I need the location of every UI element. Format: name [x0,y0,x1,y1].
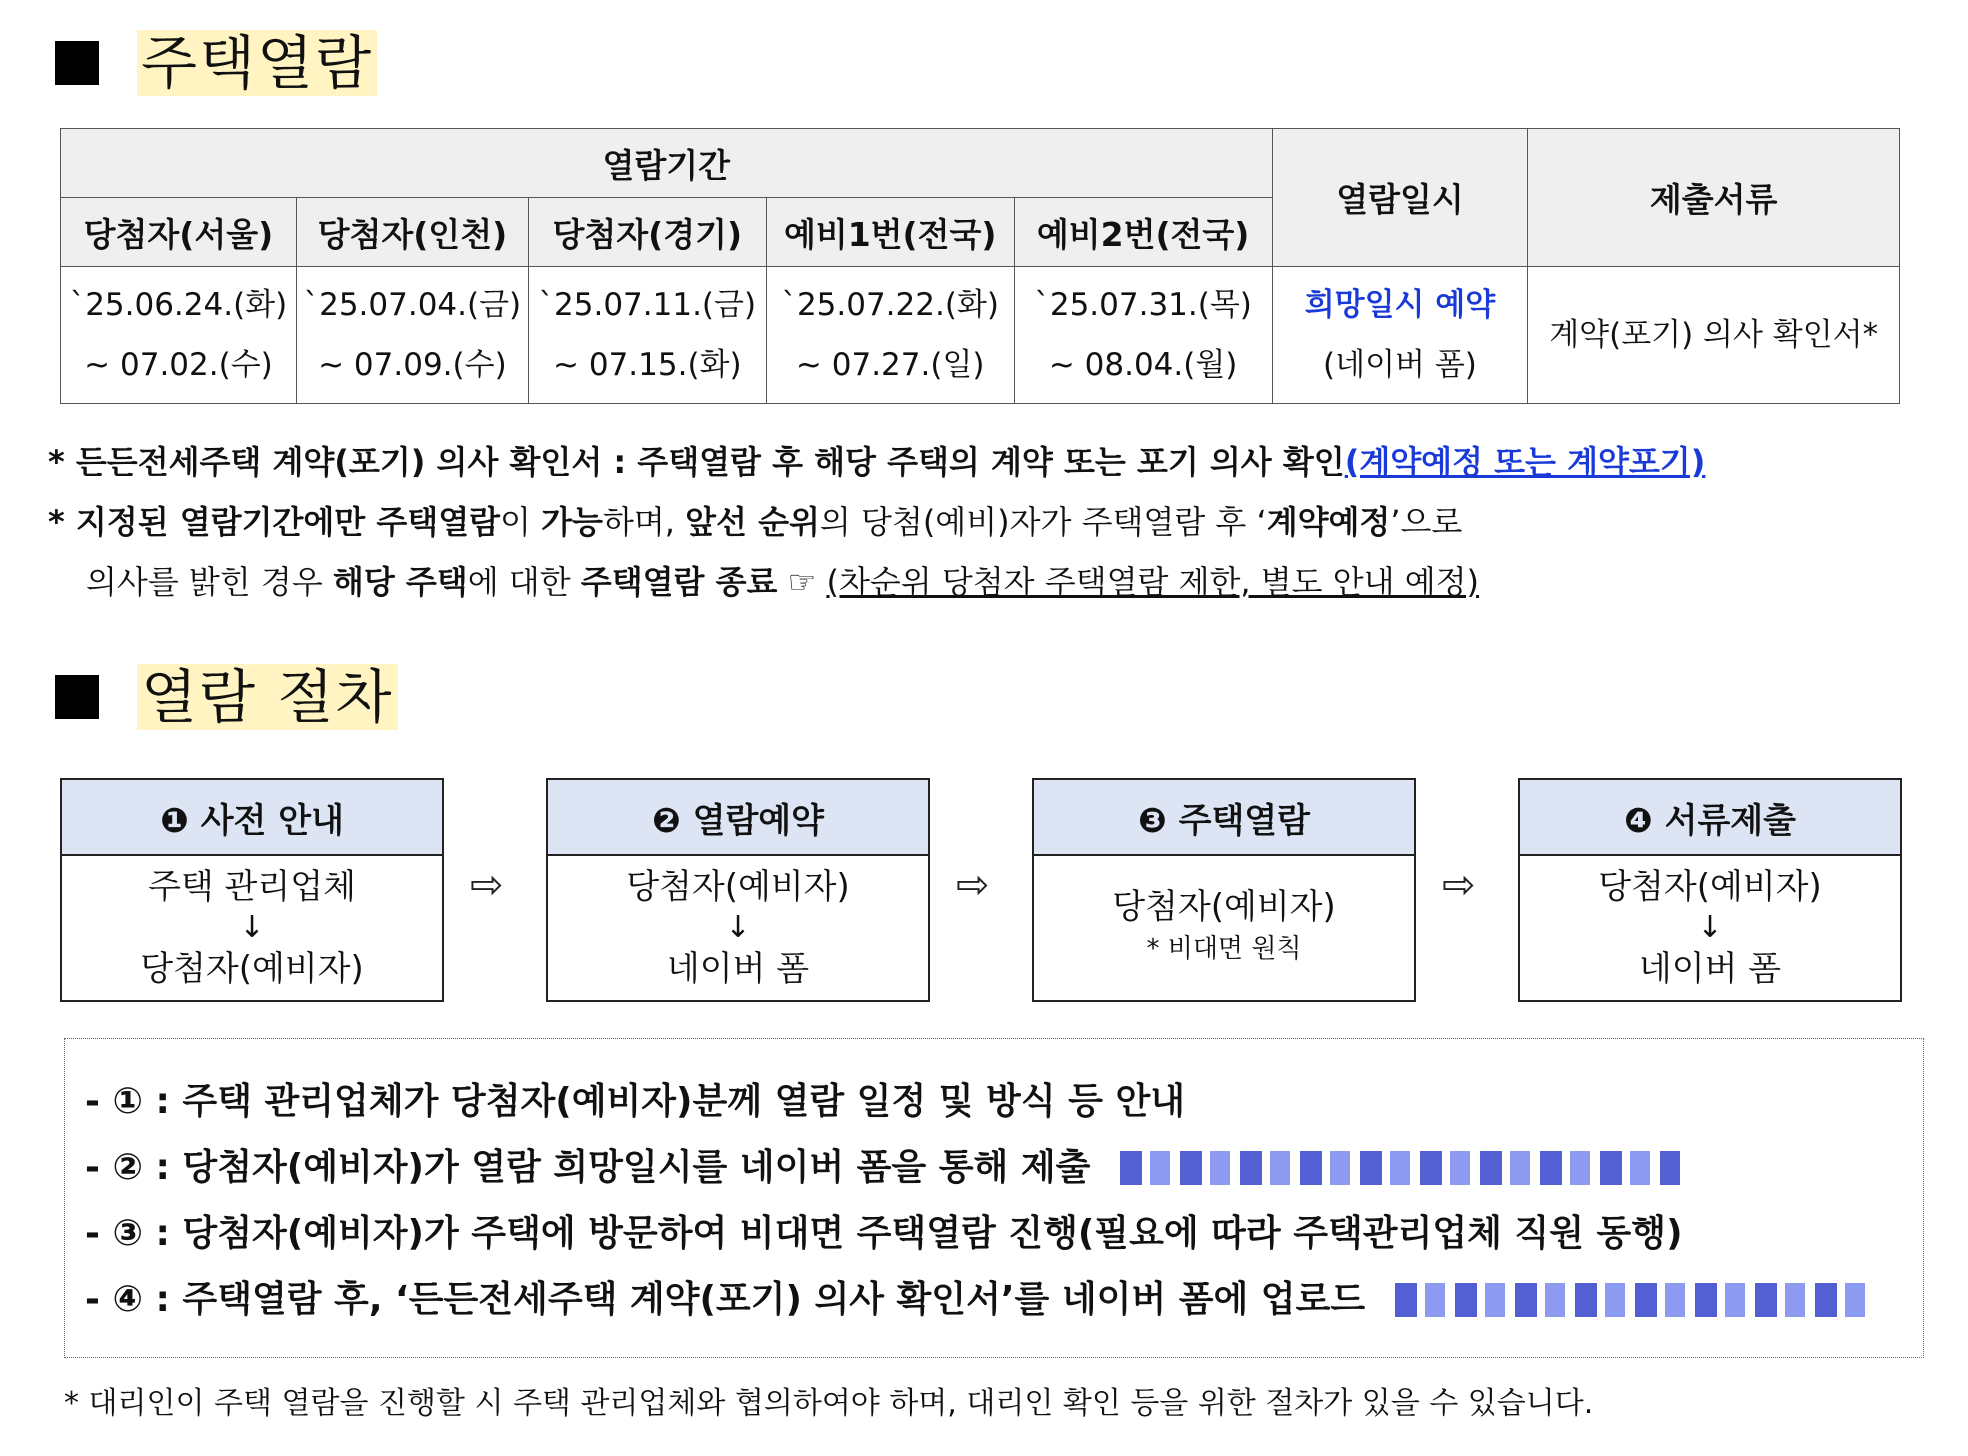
detail-line-2: - ② : 당첨자(예비자)가 열람 희망일시를 네이버 폼을 통해 제출 [85,1135,1923,1201]
header-gyeonggi: 당첨자(경기) [528,198,766,267]
header-submit-docs: 제출서류 [1528,129,1900,267]
header-viewing-period: 열람기간 [61,129,1273,198]
step-box-2: ❷ 열람예약 당첨자(예비자) ↓ 네이버 폼 [546,778,930,1002]
header-reserve-2: 예비2번(전국) [1014,198,1272,267]
header-reserve-1: 예비1번(전국) [766,198,1014,267]
down-arrow-icon: ↓ [725,910,751,945]
right-arrow-icon: ⇨ [1442,862,1476,908]
section-title-text: 열람 절차 [137,664,398,730]
step-title: ❸ 주택열람 [1034,780,1414,856]
black-square-bullet-icon [55,41,99,85]
cell-seoul-period: `25.06.24.(화) ~ 07.02.(수) [61,267,297,404]
header-viewing-datetime: 열람일시 [1272,129,1528,267]
header-seoul: 당첨자(서울) [61,198,297,267]
header-incheon: 당첨자(인천) [296,198,528,267]
right-arrow-icon: ⇨ [470,862,504,908]
step-title: ❶ 사전 안내 [62,780,442,856]
down-arrow-icon: ↓ [239,910,265,945]
note-contract-link[interactable]: (계약예정 또는 계약포기) [1344,443,1706,481]
right-arrow-icon: ⇨ [956,862,990,908]
detail-line-4: - ④ : 주택열람 후, ‘든든전세주택 계약(포기) 의사 확인서’를 네이버 폼에 업로드 [85,1267,1923,1333]
step-box-3: ❸ 주택열람 당첨자(예비자) * 비대면 원칙 [1032,778,1416,1002]
section-title-viewing [55,30,377,96]
redacted-link[interactable] [1395,1283,1865,1317]
note-line-3: 의사를 밝힌 경우 해당 주택에 대한 주택열람 종료 ☞ (차순위 당첨자 주택열람 제한, 별도 안내 예정) [86,563,1480,601]
viewing-reservation-link[interactable]: 희망일시 예약 [1304,287,1496,323]
cell-reserve1-period: `25.07.22.(화) ~ 07.27.(일) [766,267,1014,404]
section-title-text: 주택열람 [137,30,377,96]
black-square-bullet-icon [55,675,99,719]
detail-line-3: - ③ : 당첨자(예비자)가 주택에 방문하여 비대면 주택열람 진행(필요에 따라 주택관리업체 직원 동행) [85,1213,1683,1254]
viewing-schedule-table [60,128,1900,404]
step-title: ❹ 서류제출 [1520,780,1900,856]
cell-reserve2-period: `25.07.31.(목) ~ 08.04.(월) [1014,267,1272,404]
step-box-1: ❶ 사전 안내 주택 관리업체 ↓ 당첨자(예비자) [60,778,444,1002]
note-line-1: * 든든전세주택 계약(포기) 의사 확인서 : 주택열람 후 해당 주택의 계약 또는 포기 의사 확인(계약예정 또는 계약포기) [48,443,1706,481]
cell-incheon-period: `25.07.04.(금) ~ 07.09.(수) [296,267,528,404]
section-title-procedure [55,664,398,730]
step-box-4: ❹ 서류제출 당첨자(예비자) ↓ 네이버 폼 [1518,778,1902,1002]
cell-viewing-datetime: 희망일시 예약 (네이버 폼) [1272,267,1528,404]
notes-block [48,432,1928,612]
step-title: ❷ 열람예약 [548,780,928,856]
cell-gyeonggi-period: `25.07.11.(금) ~ 07.15.(화) [528,267,766,404]
cell-submit-docs: 계약(포기) 의사 확인서* [1528,267,1900,404]
footer-note: * 대리인이 주택 열람을 진행할 시 주택 관리업체와 협의하여야 하며, 대리인 확인 등을 위한 절차가 있을 수 있습니다. [64,1386,1594,1421]
note-line-2: * 지정된 열람기간에만 주택열람이 가능하며, 앞선 순위의 당첨(예비)자가 주택열람 후 ‘계약예정’으로 [48,503,1463,541]
detail-line-1: - ① : 주택 관리업체가 당첨자(예비자)분께 열람 일정 및 방식 등 안내 [85,1081,1185,1122]
procedure-details-box [64,1038,1924,1358]
redacted-link[interactable] [1120,1151,1680,1185]
down-arrow-icon: ↓ [1697,910,1723,945]
